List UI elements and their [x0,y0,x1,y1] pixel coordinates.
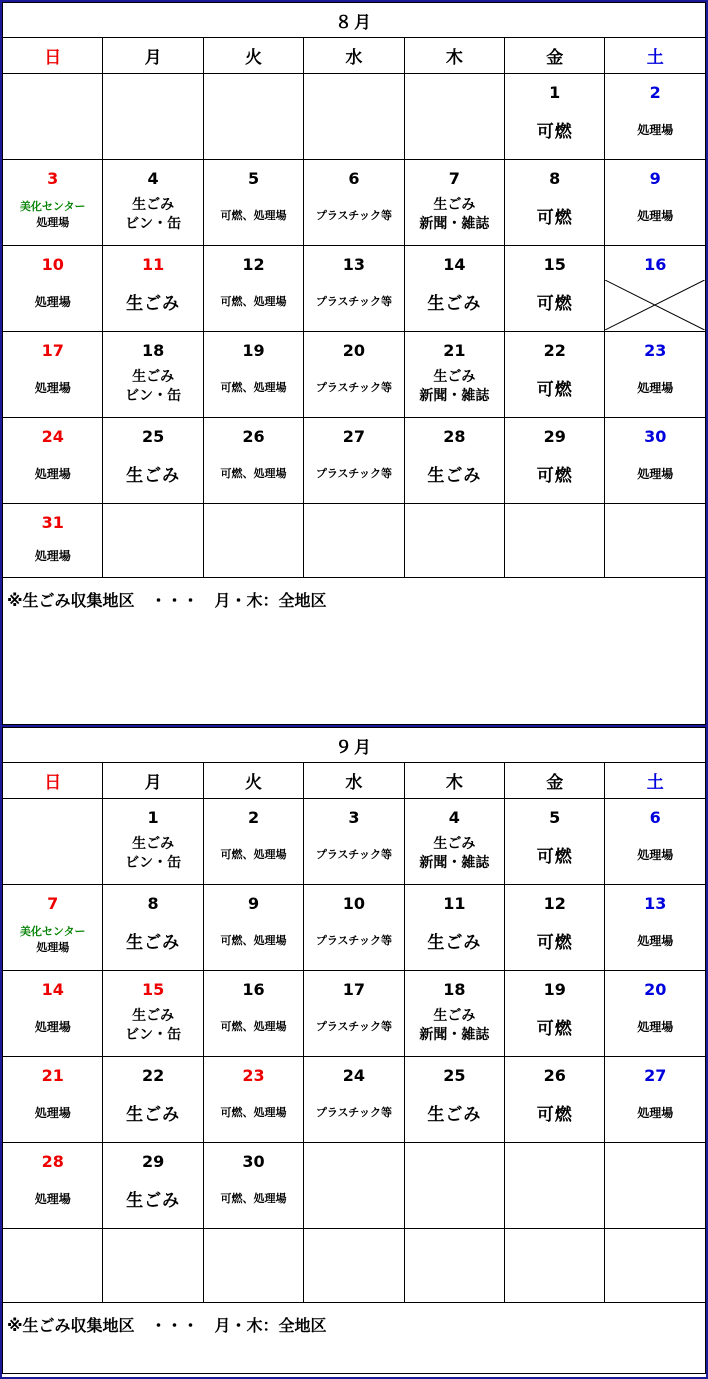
garbage-label: 生ごみ [433,197,476,213]
collection-label: 可燃 [536,1018,573,1039]
day-cell-empty [304,1143,404,1229]
collection-note: ※生ごみ収集地区 ・・・ 月・木：全地区 [3,578,706,725]
day-cell [404,246,504,332]
weekday-sat: 土 [605,763,706,799]
day-cell [103,1143,203,1229]
day-number: 10 [342,894,366,913]
garbage-label: 生ごみ [433,836,476,852]
day-number: 14 [41,980,64,999]
weekday-tue: 火 [203,763,303,799]
day-cell-empty [3,799,103,885]
collection-label: 可燃、処理場 [220,381,287,394]
day-cell [404,885,504,971]
day-cell-empty [304,1229,404,1303]
facility-label: 処理場 [36,941,70,954]
center-label: 美化センター [19,200,86,213]
day-cell [304,246,404,332]
day-number: 15 [543,255,566,274]
newspapers-label: 新聞・雑誌 [419,388,490,404]
day-cell-empty [203,74,303,160]
day-number: 9 [649,169,661,188]
collection-label: プラスチック等 [315,934,392,947]
day-cell [505,1057,605,1143]
day-number: 8 [147,894,159,913]
day-cell [304,971,404,1057]
collection-label: プラスチック等 [315,295,392,308]
collection-label: 処理場 [34,1019,71,1034]
day-cell [505,418,605,504]
day-number: 23 [242,1066,265,1085]
day-cell [304,160,404,246]
bottles-cans-label: ビン・缶 [125,216,182,232]
weekday-fri: 金 [505,763,605,799]
day-number: 7 [47,894,59,913]
day-number: 5 [549,808,561,827]
day-number: 8 [549,169,561,188]
day-cell [605,971,706,1057]
garbage-label: 生ごみ [132,1008,175,1024]
collection-label: 処理場 [637,847,674,862]
weekday-sun: 日 [3,763,103,799]
weekday-thu: 木 [404,763,504,799]
day-number: 23 [644,341,667,360]
day-number: 1 [147,808,159,827]
day-cell [203,1143,303,1229]
day-cell [203,885,303,971]
collection-label: 可燃 [536,207,573,228]
day-number: 30 [242,1152,265,1171]
day-number: 21 [443,341,466,360]
day-number: 17 [41,341,64,360]
collection-label: プラスチック等 [315,467,392,480]
day-number: 25 [443,1066,466,1085]
day-cell [3,418,103,504]
day-number: 20 [644,980,667,999]
day-number: 9 [247,894,260,913]
day-cell-empty [304,74,404,160]
day-cell-empty [505,1229,605,1303]
day-cell [404,418,504,504]
weekday-tue: 火 [203,38,303,74]
collection-label: 可燃、処理場 [220,1106,287,1119]
newspapers-label: 新聞・雑誌 [419,855,490,871]
day-number: 2 [247,808,260,827]
september-calendar [0,725,708,1379]
day-cell-empty [404,1143,504,1229]
garbage-label: 生ごみ [132,836,175,852]
day-number: 16 [242,980,265,999]
day-cell [505,332,605,418]
day-number: 12 [242,255,265,274]
day-cell-empty [404,1229,504,1303]
day-cell-empty [304,504,404,578]
collection-label [103,832,202,876]
collection-label [405,832,504,876]
collection-label: 生ごみ [427,932,482,953]
day-number: 20 [342,341,366,360]
weekday-fri: 金 [505,38,605,74]
weekday-sat: 土 [605,38,706,74]
collection-label: 処理場 [34,1105,71,1120]
day-cell-empty [404,74,504,160]
day-number: 19 [242,341,265,360]
day-cell-empty [505,504,605,578]
day-cell [605,160,706,246]
collection-label: 可燃 [536,121,573,142]
day-number: 17 [342,980,366,999]
day-cell-empty [203,504,303,578]
collection-label [405,1004,504,1048]
weekday-thu: 木 [404,38,504,74]
collection-label: 処理場 [34,1191,71,1206]
day-number: 10 [41,255,64,274]
day-number: 6 [348,169,360,188]
day-number: 18 [443,980,466,999]
collection-label [103,365,202,409]
day-number: 26 [242,427,265,446]
weekday-sun: 日 [3,38,103,74]
day-number: 28 [443,427,466,446]
day-number: 4 [448,808,460,827]
weekday-mon: 月 [103,38,203,74]
weekday-mon: 月 [103,763,203,799]
day-cell [3,1143,103,1229]
day-cell [605,418,706,504]
bottles-cans-label: ビン・缶 [125,1027,182,1043]
day-number: 13 [644,894,667,913]
day-cell-empty [605,504,706,578]
day-cell [605,799,706,885]
day-number: 29 [141,1152,165,1171]
collection-label: 可燃、処理場 [220,848,287,861]
day-cell-empty [605,1143,706,1229]
newspapers-label: 新聞・雑誌 [419,216,490,232]
collection-label [103,193,202,237]
day-number: 27 [342,427,366,446]
collection-label: 処理場 [34,466,71,481]
day-cell [103,332,203,418]
day-cell [404,799,504,885]
day-cell [103,246,203,332]
collection-label: 処理場 [34,294,71,309]
day-cell [605,74,706,160]
day-number: 7 [448,169,460,188]
collection-label: 可燃 [536,932,573,953]
day-cell [3,971,103,1057]
collection-label: プラスチック等 [315,1020,392,1033]
garbage-label: 生ごみ [132,369,175,385]
day-cell [203,160,303,246]
collection-label: 処理場 [637,380,674,395]
day-cell [203,246,303,332]
center-label: 美化センター [19,925,86,938]
collection-label: 処理場 [637,466,674,481]
collection-label: 可燃、処理場 [220,934,287,947]
collection-label: 生ごみ [126,1190,181,1211]
no-collection-cross-icon [605,280,705,330]
collection-label: プラスチック等 [315,209,392,222]
collection-label: 可燃、処理場 [220,1020,287,1033]
day-number: 2 [649,83,661,102]
garbage-label: 生ごみ [132,197,175,213]
collection-label [405,365,504,409]
day-number: 21 [41,1066,64,1085]
collection-label: 処理場 [637,1019,674,1034]
collection-label: 処理場 [637,1105,674,1120]
day-cell-no-collection [605,246,706,332]
day-cell [203,971,303,1057]
day-cell [304,799,404,885]
collection-label: プラスチック等 [315,848,392,861]
day-number: 22 [141,1066,165,1085]
collection-label: 可燃 [536,379,573,400]
collection-label: 可燃、処理場 [220,467,287,480]
day-cell [304,332,404,418]
day-cell [3,504,103,578]
day-cell [103,885,203,971]
day-cell [404,160,504,246]
day-cell [3,1057,103,1143]
day-cell [103,418,203,504]
collection-label: 可燃、処理場 [220,209,287,222]
day-cell [304,418,404,504]
day-cell-empty [404,504,504,578]
day-number: 12 [543,894,566,913]
day-cell [3,160,103,246]
day-cell [3,246,103,332]
day-number: 27 [644,1066,667,1085]
day-cell [505,885,605,971]
collection-note: ※生ごみ収集地区 ・・・ 月・木：全地区 [3,1303,706,1374]
day-number: 30 [644,427,667,446]
collection-label: 処理場 [637,933,674,948]
collection-label: 可燃、処理場 [220,1192,287,1205]
garbage-label: 生ごみ [433,369,476,385]
day-cell [103,1057,203,1143]
bottles-cans-label: ビン・缶 [125,388,182,404]
day-cell [203,1057,303,1143]
day-number: 3 [47,169,59,188]
collection-label: 可燃 [536,846,573,867]
collection-label: 生ごみ [126,293,181,314]
collection-label: 生ごみ [427,1104,482,1125]
day-cell-empty [203,1229,303,1303]
day-number: 6 [649,808,661,827]
day-number: 29 [543,427,566,446]
day-cell [404,1057,504,1143]
day-number: 5 [247,169,260,188]
day-cell-empty [505,1143,605,1229]
day-cell [605,1057,706,1143]
day-cell-empty [3,1229,103,1303]
weekday-wed: 水 [304,38,404,74]
day-cell-empty [3,74,103,160]
day-cell [505,74,605,160]
collection-label [3,193,102,237]
day-number: 16 [644,255,667,274]
collection-label: 生ごみ [126,932,181,953]
day-cell [203,799,303,885]
collection-label: 生ごみ [427,465,482,486]
day-number: 19 [543,980,566,999]
day-cell [404,332,504,418]
day-cell [304,1057,404,1143]
day-number: 22 [543,341,566,360]
collection-label [405,193,504,237]
bottles-cans-label: ビン・缶 [125,855,182,871]
day-number: 13 [342,255,366,274]
day-cell [505,971,605,1057]
day-cell [505,246,605,332]
day-number: 31 [41,513,64,532]
collection-label: 処理場 [637,208,674,223]
garbage-label: 生ごみ [433,1008,476,1024]
day-cell-empty [103,74,203,160]
collection-label: プラスチック等 [315,381,392,394]
day-cell [605,885,706,971]
month-title: ８月 [3,3,706,38]
collection-label: 可燃、処理場 [220,295,287,308]
day-cell-empty [103,1229,203,1303]
day-cell [3,332,103,418]
collection-label: 可燃 [536,1104,573,1125]
weekday-wed: 水 [304,763,404,799]
day-number: 11 [443,894,466,913]
day-cell [103,160,203,246]
collection-label: 可燃 [536,465,573,486]
day-cell [3,885,103,971]
day-number: 25 [141,427,165,446]
day-cell [203,418,303,504]
day-number: 28 [41,1152,64,1171]
collection-label [103,1004,202,1048]
day-number: 14 [443,255,466,274]
collection-label: 生ごみ [126,1104,181,1125]
day-number: 26 [543,1066,566,1085]
collection-label: 処理場 [34,380,71,395]
day-cell [304,885,404,971]
day-cell [505,799,605,885]
day-cell-empty [103,504,203,578]
collection-label: 処理場 [637,122,674,137]
day-number: 3 [348,808,360,827]
facility-label: 処理場 [36,216,70,229]
day-number: 18 [141,341,165,360]
collection-label: 生ごみ [427,293,482,314]
day-cell [404,971,504,1057]
newspapers-label: 新聞・雑誌 [419,1027,490,1043]
day-cell-empty [605,1229,706,1303]
day-cell [203,332,303,418]
collection-label [3,918,102,962]
day-cell [103,799,203,885]
collection-label: 可燃 [536,293,573,314]
collection-label: プラスチック等 [315,1106,392,1119]
day-number: 15 [141,980,165,999]
collection-label: 生ごみ [126,465,181,486]
day-number: 24 [41,427,64,446]
collection-label: 処理場 [34,548,71,563]
day-number: 4 [147,169,159,188]
day-cell [505,160,605,246]
month-title: ９月 [3,728,706,763]
day-number: 11 [141,255,165,274]
day-number: 1 [549,83,561,102]
day-number: 24 [342,1066,366,1085]
day-cell [103,971,203,1057]
day-cell [605,332,706,418]
